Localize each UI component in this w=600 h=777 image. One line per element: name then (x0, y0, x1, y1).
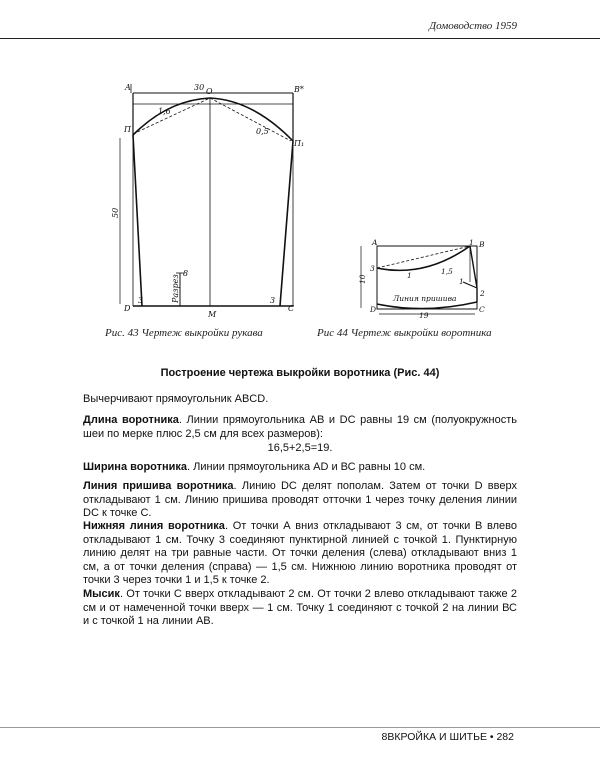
fig44-label-1-mid: 1 (407, 271, 412, 280)
fig44-label-10: 10 (358, 274, 367, 284)
text-lower-line: . От точки А вниз откладывают 3 см, от точки В влево откладывают 1 см. Точку 3 соединяют пунктирной линией с точкой 1. Пунктирную линию делят на три равные части. От точки деления (слева) откладывают вниз 1 см, а от точки деления (справа) — 1,5 см. Нижнюю линию воротника проводят от точки 3 через точки 1 и 1,5 к точке 2. (83, 520, 518, 586)
fig44-label-2: 2 (480, 289, 485, 298)
fig44-label-c: C (479, 305, 485, 314)
fig43-label-slit: Разрез (171, 274, 180, 303)
footer-page-label: 8ВКРОЙКА И ШИТЬЕ • 282 (381, 731, 514, 743)
section-title: Построение чертежа выкройки воротника (Рис. 44) (160, 367, 440, 379)
paragraph-intro: Вычерчивают прямоугольник ABCD. (83, 393, 269, 405)
paragraph-mysik (83, 588, 517, 629)
fig44-dashed-line (377, 246, 470, 268)
fig43-label-3-right: 3 (270, 296, 276, 305)
fig44-label-a: A (372, 238, 378, 247)
fig43-right-seam (280, 141, 293, 306)
term-mysik: Мысик (83, 588, 120, 600)
term-lower-line: Нижняя линия воротника (83, 520, 225, 532)
fig44-label-b: B (479, 240, 485, 249)
fig43-label-h: П (124, 125, 131, 134)
term-seam-line: Линия пришива воротника (83, 480, 234, 492)
text-mysik: . От точки С вверх откладывают 2 см. От точки 2 влево откладывают также 2 см и от намеченной точки вверх — 1 см. Точку 1 соединяют с точкой 2 на линии ВС и с точкой 1 на линии АВ. (83, 588, 517, 627)
text-seam-line: . Линию DC делят пополам. Затем от точки D вверх откладывают 1 см. Линию пришива проводят отточки 1 через точку деления линии DC к точке С. (83, 480, 517, 519)
fig43-cap-curve (133, 98, 293, 141)
fig43-label-d: D (124, 304, 131, 313)
text-collar-width: . Линии прямоугольника AD и ВС равны 10 см. (187, 461, 426, 473)
fig43-label-a: A (125, 83, 131, 92)
paragraph-collar-width (83, 461, 517, 475)
fig44-label-seam: Линия пришива (393, 294, 457, 303)
paragraph-lower-line (83, 520, 517, 588)
fig43-label-50: 50 (111, 207, 120, 218)
fig43-label-1-6: 1,6 (158, 107, 171, 116)
paragraph-collar-length (83, 414, 517, 441)
fig43-left-seam (133, 135, 142, 306)
fig44-label-1-5: 1,5 (441, 267, 453, 276)
figure-44-caption: Рис 44 Чертеж выкройки воротника (317, 327, 492, 339)
formula: 16,5+2,5=19. (267, 442, 333, 454)
figure-43-sleeve-drawing (108, 78, 308, 318)
fig44-label-1-low: 1 (459, 277, 464, 286)
paragraph-seam-line (83, 480, 517, 521)
footer-divider (0, 727, 600, 728)
fig44-label-3: 3 (370, 264, 375, 273)
header-divider (0, 38, 600, 39)
fig43-label-30: 30 (194, 83, 205, 92)
fig43-label-0-5: 0,5 (256, 127, 269, 136)
fig43-label-3-left: 3 (138, 296, 144, 305)
header-title: Домоводство 1959 (429, 20, 517, 32)
fig44-label-1-top: 1 (469, 238, 474, 247)
fig43-label-o: O (206, 87, 213, 96)
fig43-label-h1: П₁ (294, 139, 305, 148)
figure-44-collar-drawing (355, 238, 495, 318)
fig43-label-c: C (288, 304, 295, 313)
fig43-label-8: 8 (183, 269, 189, 278)
fig44-label-19: 19 (419, 311, 429, 318)
term-collar-length: Длина воротника (83, 414, 179, 426)
figure-43-caption: Рис. 43 Чертеж выкройки рукава (105, 327, 263, 339)
term-collar-width: Ширина воротника (83, 461, 188, 473)
text-collar-length: . Линии прямоугольника АВ и DC равны 19 см (полуокружность шеи по мерке плюс 2,5 см для всех размеров): (83, 414, 517, 440)
fig44-label-d: D (370, 305, 377, 314)
fig43-label-b: B* (294, 85, 304, 94)
fig43-label-m: M (208, 310, 217, 318)
